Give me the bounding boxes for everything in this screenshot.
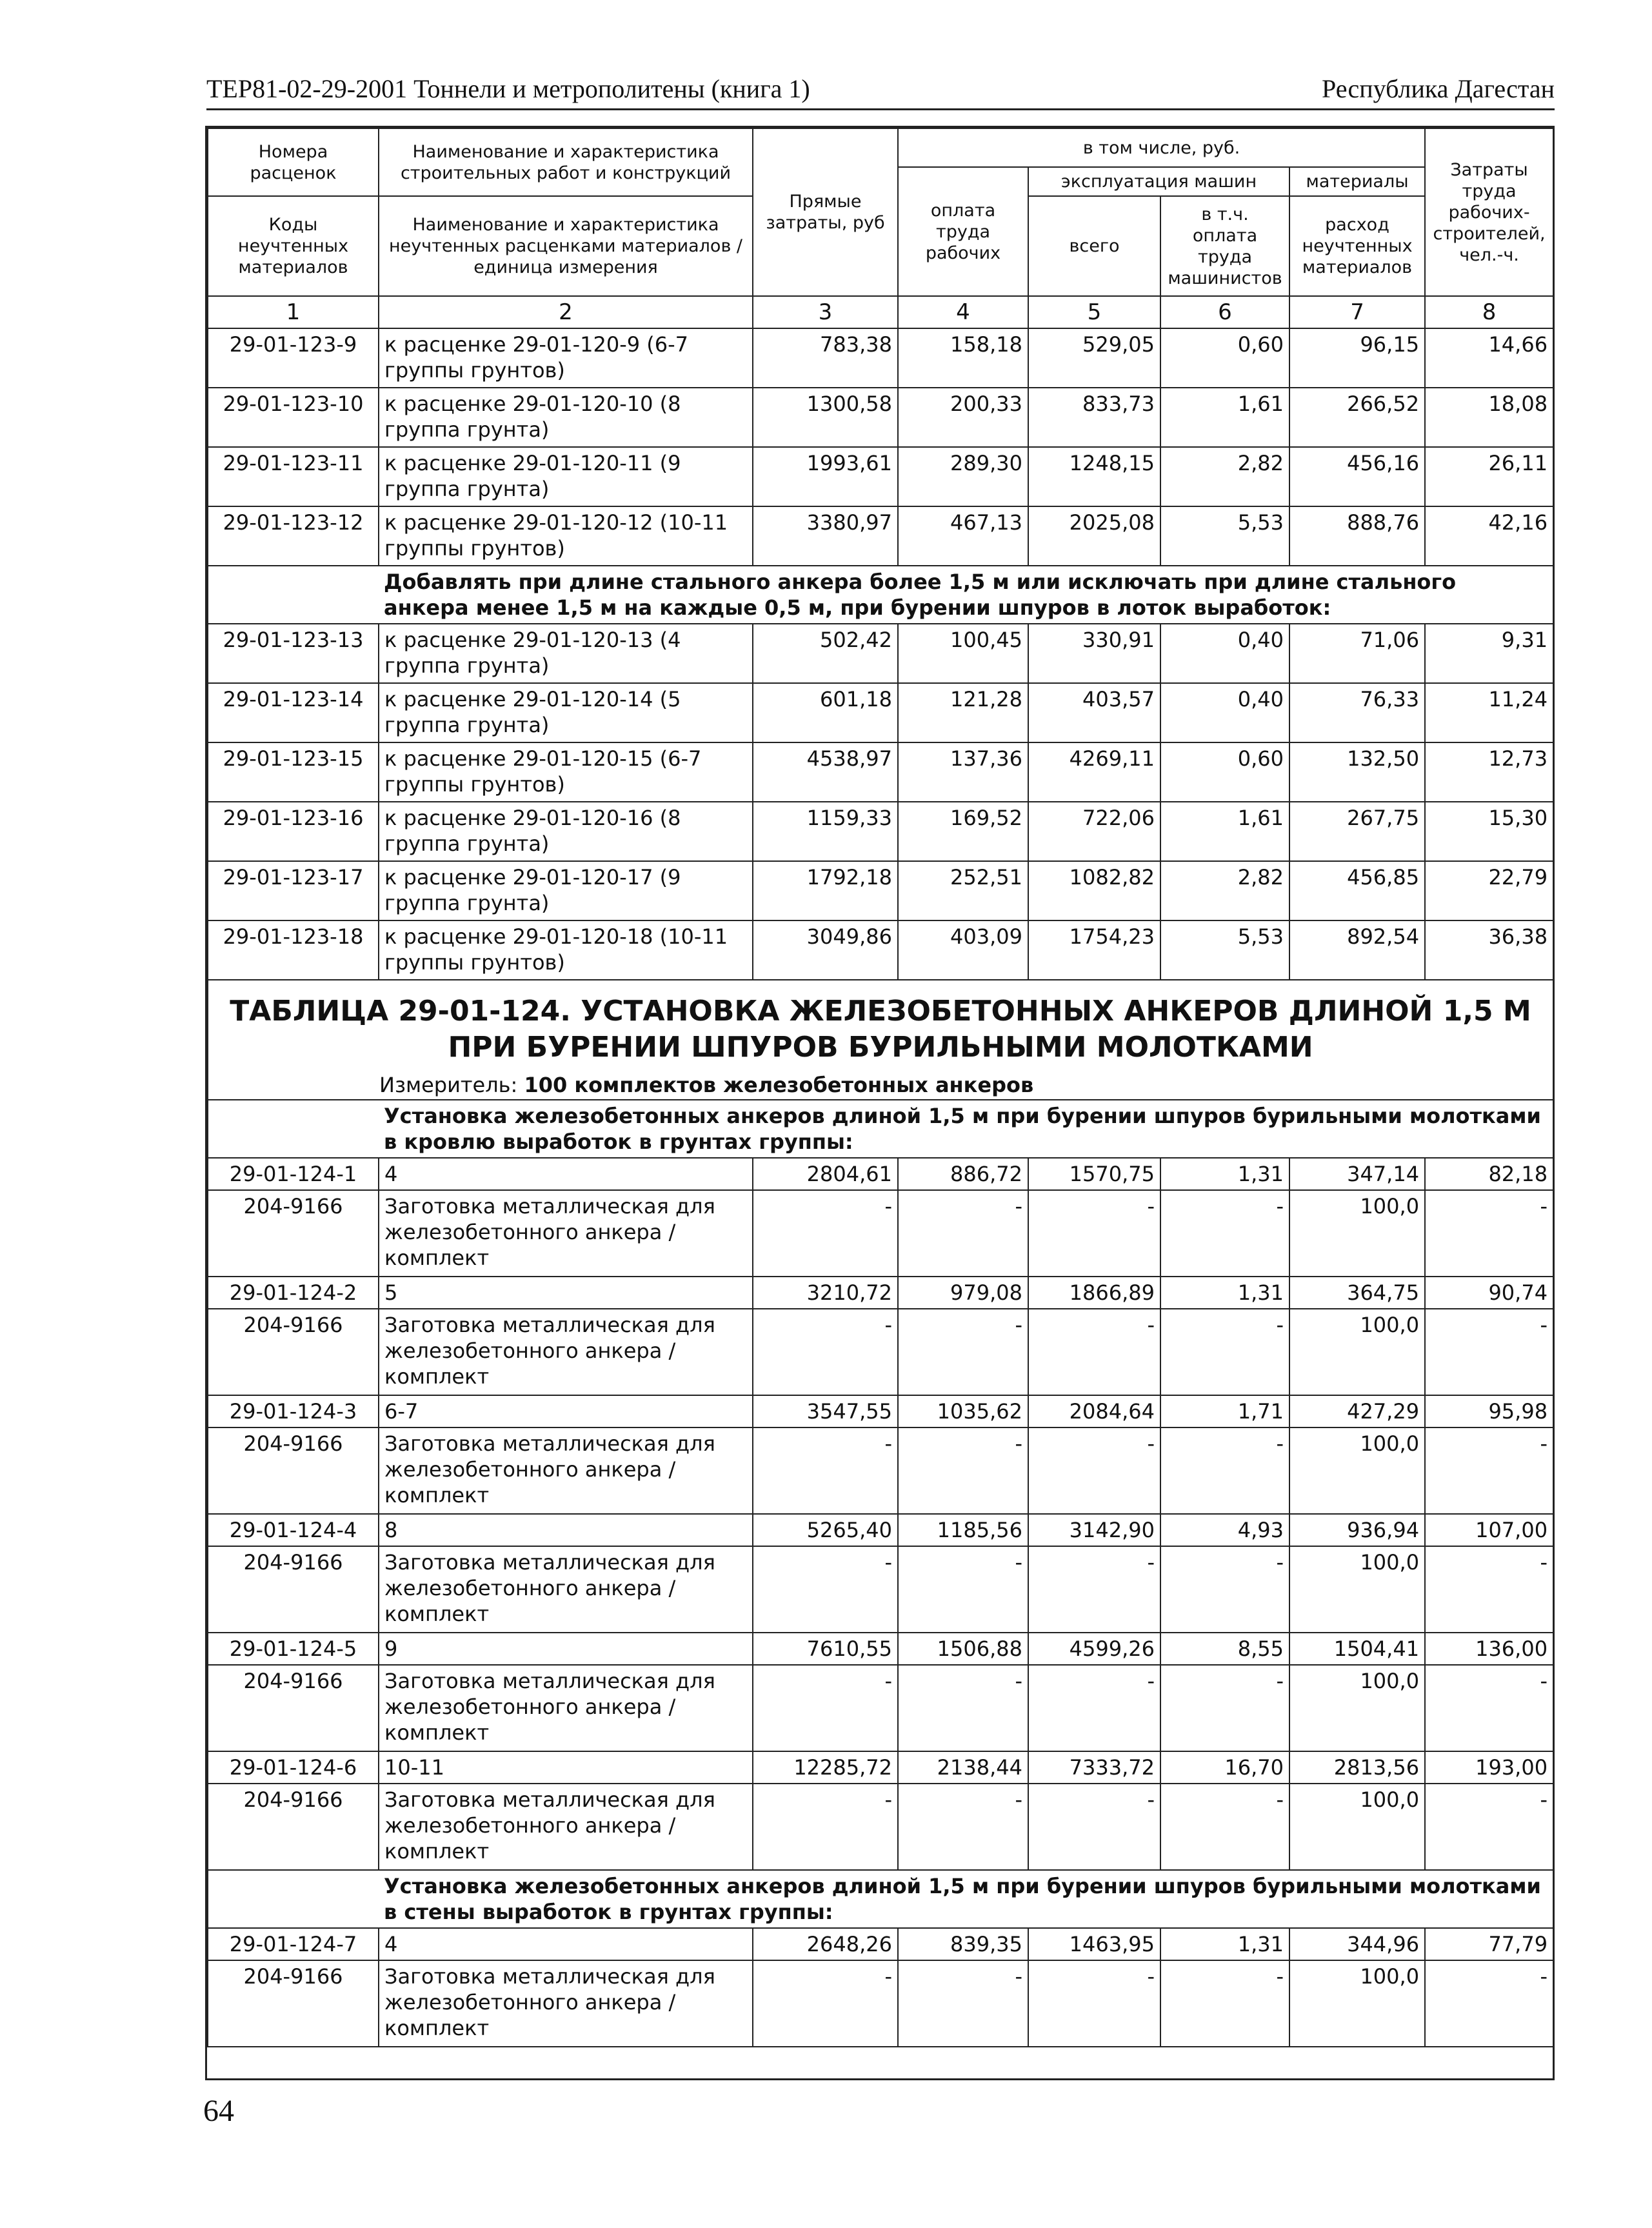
value-c3: 3380,97 <box>753 506 898 566</box>
table-row <box>208 920 1553 980</box>
material-consumption: 100,0 <box>1289 1309 1425 1395</box>
value-dash: - <box>753 1427 898 1514</box>
value-dash: - <box>898 1665 1028 1751</box>
rate-name: 9 <box>379 1633 753 1665</box>
value-c4: 100,45 <box>898 624 1028 683</box>
value-c3: 1792,18 <box>753 861 898 920</box>
header-rashod: расход неучтенных материалов <box>1289 196 1425 296</box>
material-code: 204-9166 <box>208 1960 379 2047</box>
material-row <box>208 1665 1553 1751</box>
value-c5: 7333,72 <box>1028 1751 1160 1784</box>
value-c5: 529,05 <box>1028 328 1160 388</box>
table-row <box>208 683 1553 742</box>
value-c3: 3210,72 <box>753 1277 898 1309</box>
material-code: 204-9166 <box>208 1427 379 1514</box>
value-dash: - <box>898 1309 1028 1395</box>
column-number: 3 <box>753 296 898 328</box>
value-c6: 4,93 <box>1160 1514 1289 1546</box>
value-dash: - <box>753 1784 898 1870</box>
value-dash: - <box>1425 1427 1553 1514</box>
header-vsego: всего <box>1028 196 1160 296</box>
rate-code: 29-01-124-6 <box>208 1751 379 1784</box>
value-c8: 95,98 <box>1425 1395 1553 1427</box>
value-c6: 0,60 <box>1160 742 1289 802</box>
table-row <box>208 328 1553 388</box>
value-c3: 3547,55 <box>753 1395 898 1427</box>
value-c8: 82,18 <box>1425 1158 1553 1190</box>
value-c5: 722,06 <box>1028 802 1160 861</box>
table-row <box>208 1395 1553 1427</box>
value-c5: 2025,08 <box>1028 506 1160 566</box>
value-c3: 601,18 <box>753 683 898 742</box>
value-c6: 0,40 <box>1160 624 1289 683</box>
value-dash: - <box>1160 1665 1289 1751</box>
value-dash: - <box>898 1784 1028 1870</box>
rate-name: 4 <box>379 1158 753 1190</box>
value-c8: 22,79 <box>1425 861 1553 920</box>
rate-code: 29-01-123-15 <box>208 742 379 802</box>
value-c7: 2813,56 <box>1289 1751 1425 1784</box>
document-title: ТЕР81-02-29-2001 Тоннели и метрополитены (книга 1) <box>206 74 810 103</box>
value-c3: 1993,61 <box>753 447 898 506</box>
value-c6: 8,55 <box>1160 1633 1289 1665</box>
value-c6: 1,31 <box>1160 1928 1289 1960</box>
value-c4: 467,13 <box>898 506 1028 566</box>
rate-name: к расценке 29-01-120-14 (5 группа грунта) <box>379 683 753 742</box>
table-row <box>208 1751 1553 1784</box>
rate-code: 29-01-124-5 <box>208 1633 379 1665</box>
value-dash: - <box>898 1190 1028 1277</box>
meter-line <box>208 1071 1553 1099</box>
value-c6: 1,71 <box>1160 1395 1289 1427</box>
value-c8: 107,00 <box>1425 1514 1553 1546</box>
value-c8: 18,08 <box>1425 388 1553 447</box>
value-c4: 1035,62 <box>898 1395 1028 1427</box>
value-c8: 42,16 <box>1425 506 1553 566</box>
rate-code: 29-01-123-12 <box>208 506 379 566</box>
value-dash: - <box>1425 1190 1553 1277</box>
value-c4: 169,52 <box>898 802 1028 861</box>
column-number: 4 <box>898 296 1028 328</box>
header-naim-rabot: Наименование и характеристика строительных работ и конструкций <box>379 128 753 196</box>
value-dash: - <box>1160 1190 1289 1277</box>
rate-code: 29-01-123-13 <box>208 624 379 683</box>
header-vtch-oplata: в т.ч. оплата труда машинистов <box>1160 196 1289 296</box>
value-c5: 1082,82 <box>1028 861 1160 920</box>
header-ekspluataciya: эксплуатация машин <box>1028 167 1289 196</box>
rate-name: к расценке 29-01-120-16 (8 группа грунта) <box>379 802 753 861</box>
value-c8: 14,66 <box>1425 328 1553 388</box>
value-c6: 16,70 <box>1160 1751 1289 1784</box>
value-c8: 9,31 <box>1425 624 1553 683</box>
value-c8: 26,11 <box>1425 447 1553 506</box>
rate-name: к расценке 29-01-120-11 (9 группа грунта) <box>379 447 753 506</box>
value-c3: 2648,26 <box>753 1928 898 1960</box>
material-name: Заготовка металлическая для железобетонного анкера / комплект <box>379 1665 753 1751</box>
value-c7: 1504,41 <box>1289 1633 1425 1665</box>
value-c8: 15,30 <box>1425 802 1553 861</box>
material-consumption: 100,0 <box>1289 1784 1425 1870</box>
table-row <box>208 861 1553 920</box>
header-kody: Коды неучтенных материалов <box>208 196 379 296</box>
value-c6: 1,61 <box>1160 388 1289 447</box>
material-consumption: 100,0 <box>1289 1190 1425 1277</box>
value-dash: - <box>1160 1427 1289 1514</box>
value-c6: 2,82 <box>1160 861 1289 920</box>
value-c6: 0,60 <box>1160 328 1289 388</box>
value-c3: 1159,33 <box>753 802 898 861</box>
value-c4: 158,18 <box>898 328 1028 388</box>
table-row <box>208 624 1553 683</box>
value-c5: 2084,64 <box>1028 1395 1160 1427</box>
value-dash: - <box>1028 1427 1160 1514</box>
value-dash: - <box>1028 1546 1160 1633</box>
value-c7: 456,85 <box>1289 861 1425 920</box>
value-dash: - <box>1028 1665 1160 1751</box>
page-number: 64 <box>203 2094 234 2128</box>
section-row <box>208 1100 1553 1158</box>
section-spacer <box>208 1870 379 1928</box>
value-c4: 886,72 <box>898 1158 1028 1190</box>
rate-code: 29-01-123-9 <box>208 328 379 388</box>
table-row <box>208 1514 1553 1546</box>
material-name: Заготовка металлическая для железобетонного анкера / комплект <box>379 1190 753 1277</box>
value-c7: 267,75 <box>1289 802 1425 861</box>
rate-name: к расценке 29-01-120-13 (4 группа грунта) <box>379 624 753 683</box>
value-dash: - <box>1425 1665 1553 1751</box>
material-name: Заготовка металлическая для железобетонного анкера / комплект <box>379 1427 753 1514</box>
value-c5: 330,91 <box>1028 624 1160 683</box>
value-dash: - <box>753 1546 898 1633</box>
rate-name: к расценке 29-01-120-18 (10-11 группы грунтов) <box>379 920 753 980</box>
value-c7: 344,96 <box>1289 1928 1425 1960</box>
material-row <box>208 1546 1553 1633</box>
material-row <box>208 1427 1553 1514</box>
value-c5: 1866,89 <box>1028 1277 1160 1309</box>
section-heading: Установка железобетонных анкеров длиной 1,5 м при бурении шпуров бурильными молотками в кровлю выработок в грунтах группы: <box>379 1100 1553 1158</box>
value-c6: 5,53 <box>1160 920 1289 980</box>
value-c4: 839,35 <box>898 1928 1028 1960</box>
value-c8: 11,24 <box>1425 683 1553 742</box>
value-dash: - <box>753 1665 898 1751</box>
value-dash: - <box>753 1309 898 1395</box>
value-c7: 364,75 <box>1289 1277 1425 1309</box>
rate-name: 10-11 <box>379 1751 753 1784</box>
value-c8: 193,00 <box>1425 1751 1553 1784</box>
rate-code: 29-01-123-18 <box>208 920 379 980</box>
table-row <box>208 1633 1553 1665</box>
rate-name: к расценке 29-01-120-15 (6-7 группы грунтов) <box>379 742 753 802</box>
value-c4: 252,51 <box>898 861 1028 920</box>
material-code: 204-9166 <box>208 1190 379 1277</box>
value-c7: 456,16 <box>1289 447 1425 506</box>
rate-code: 29-01-123-14 <box>208 683 379 742</box>
value-c4: 979,08 <box>898 1277 1028 1309</box>
table-title-cell <box>208 980 1553 1100</box>
value-c3: 12285,72 <box>753 1751 898 1784</box>
value-c6: 2,82 <box>1160 447 1289 506</box>
material-consumption: 100,0 <box>1289 1427 1425 1514</box>
value-c5: 1754,23 <box>1028 920 1160 980</box>
value-c6: 0,40 <box>1160 683 1289 742</box>
value-c3: 783,38 <box>753 328 898 388</box>
rates-table-frame <box>205 126 1555 2080</box>
material-row <box>208 1309 1553 1395</box>
value-dash: - <box>1425 1784 1553 1870</box>
value-c5: 3142,90 <box>1028 1514 1160 1546</box>
value-c5: 833,73 <box>1028 388 1160 447</box>
value-c4: 1506,88 <box>898 1633 1028 1665</box>
value-dash: - <box>1160 1546 1289 1633</box>
material-consumption: 100,0 <box>1289 1960 1425 2047</box>
rate-code: 29-01-123-11 <box>208 447 379 506</box>
value-c4: 121,28 <box>898 683 1028 742</box>
header-v-tom-chisle: в том числе, руб. <box>898 128 1425 167</box>
header-pryamye-zatraty: Прямые затраты, руб <box>753 128 898 296</box>
material-code: 204-9166 <box>208 1546 379 1633</box>
column-number: 6 <box>1160 296 1289 328</box>
rates-table <box>207 128 1554 2047</box>
column-number: 8 <box>1425 296 1553 328</box>
value-c7: 266,52 <box>1289 388 1425 447</box>
value-dash: - <box>898 1546 1028 1633</box>
rate-code: 29-01-123-16 <box>208 802 379 861</box>
value-dash: - <box>1028 1190 1160 1277</box>
section-heading: Установка железобетонных анкеров длиной 1,5 м при бурении шпуров бурильными молотками в стены выработок в грунтах группы: <box>379 1870 1553 1928</box>
header-rascenki: Номера расценок <box>208 128 379 196</box>
rate-name: к расценке 29-01-120-17 (9 группа грунта) <box>379 861 753 920</box>
rate-code: 29-01-124-7 <box>208 1928 379 1960</box>
value-c4: 1185,56 <box>898 1514 1028 1546</box>
value-c8: 36,38 <box>1425 920 1553 980</box>
value-c3: 502,42 <box>753 624 898 683</box>
section-row <box>208 566 1553 624</box>
header-naim-materialov: Наименование и характеристика неучтенных расценками материалов / единица измерения <box>379 196 753 296</box>
value-c5: 403,57 <box>1028 683 1160 742</box>
value-c5: 1463,95 <box>1028 1928 1160 1960</box>
section-row <box>208 1870 1553 1928</box>
material-row <box>208 1784 1553 1870</box>
table-row <box>208 506 1553 566</box>
table-row <box>208 1928 1553 1960</box>
material-code: 204-9166 <box>208 1665 379 1751</box>
value-c6: 1,31 <box>1160 1158 1289 1190</box>
value-c6: 5,53 <box>1160 506 1289 566</box>
column-number: 5 <box>1028 296 1160 328</box>
column-number: 2 <box>379 296 753 328</box>
value-dash: - <box>1425 1960 1553 2047</box>
rate-name: 4 <box>379 1928 753 1960</box>
value-c3: 7610,55 <box>753 1633 898 1665</box>
value-c6: 1,61 <box>1160 802 1289 861</box>
material-code: 204-9166 <box>208 1309 379 1395</box>
table-row <box>208 802 1553 861</box>
value-dash: - <box>753 1190 898 1277</box>
material-consumption: 100,0 <box>1289 1665 1425 1751</box>
table-title-row <box>208 980 1553 1100</box>
value-c3: 1300,58 <box>753 388 898 447</box>
rate-name: к расценке 29-01-120-10 (8 группа грунта) <box>379 388 753 447</box>
value-c5: 4599,26 <box>1028 1633 1160 1665</box>
header-oplata-truda: оплата труда рабочих <box>898 167 1028 296</box>
value-c4: 200,33 <box>898 388 1028 447</box>
header-zatraty-truda: Затраты труда рабочих-строителей, чел.-ч. <box>1425 128 1553 296</box>
material-name: Заготовка металлическая для железобетонного анкера / комплект <box>379 1309 753 1395</box>
column-number: 7 <box>1289 296 1425 328</box>
value-dash: - <box>898 1427 1028 1514</box>
rate-code: 29-01-123-17 <box>208 861 379 920</box>
rate-name: к расценке 29-01-120-9 (6-7 группы грунтов) <box>379 328 753 388</box>
material-consumption: 100,0 <box>1289 1546 1425 1633</box>
value-c8: 12,73 <box>1425 742 1553 802</box>
value-dash: - <box>1028 1309 1160 1395</box>
rate-name: 5 <box>379 1277 753 1309</box>
value-c5: 1570,75 <box>1028 1158 1160 1190</box>
value-c3: 4538,97 <box>753 742 898 802</box>
value-dash: - <box>1425 1309 1553 1395</box>
table-row <box>208 388 1553 447</box>
meter-value: 100 комплектов железобетонных анкеров <box>524 1073 1034 1097</box>
rate-name: 6-7 <box>379 1395 753 1427</box>
value-dash: - <box>1160 1960 1289 2047</box>
rate-code: 29-01-124-2 <box>208 1277 379 1309</box>
value-c7: 71,06 <box>1289 624 1425 683</box>
section-spacer <box>208 566 379 624</box>
value-c6: 1,31 <box>1160 1277 1289 1309</box>
value-c7: 427,29 <box>1289 1395 1425 1427</box>
value-c4: 289,30 <box>898 447 1028 506</box>
value-c4: 137,36 <box>898 742 1028 802</box>
value-c4: 2138,44 <box>898 1751 1028 1784</box>
material-name: Заготовка металлическая для железобетонного анкера / комплект <box>379 1784 753 1870</box>
value-c3: 3049,86 <box>753 920 898 980</box>
material-name: Заготовка металлическая для железобетонного анкера / комплект <box>379 1960 753 2047</box>
value-c5: 4269,11 <box>1028 742 1160 802</box>
rate-code: 29-01-123-10 <box>208 388 379 447</box>
table-row <box>208 1158 1553 1190</box>
material-code: 204-9166 <box>208 1784 379 1870</box>
section-spacer <box>208 1100 379 1158</box>
value-c8: 136,00 <box>1425 1633 1553 1665</box>
rate-name: 8 <box>379 1514 753 1546</box>
rate-code: 29-01-124-3 <box>208 1395 379 1427</box>
value-dash: - <box>1028 1784 1160 1870</box>
value-c7: 96,15 <box>1289 328 1425 388</box>
value-c4: 403,09 <box>898 920 1028 980</box>
material-row <box>208 1960 1553 2047</box>
rate-code: 29-01-124-1 <box>208 1158 379 1190</box>
material-name: Заготовка металлическая для железобетонного анкера / комплект <box>379 1546 753 1633</box>
value-c8: 77,79 <box>1425 1928 1553 1960</box>
value-c7: 888,76 <box>1289 506 1425 566</box>
section-heading: Добавлять при длине стального анкера более 1,5 м или исключать при длине стального анкера менее 1,5 м на каждые 0,5 м, при бурении шпуров в лоток выработок: <box>379 566 1553 624</box>
table-124-title: ТАБЛИЦА 29-01-124. УСТАНОВКА ЖЕЛЕЗОБЕТОННЫХ АНКЕРОВ ДЛИНОЙ 1,5 М ПРИ БУРЕНИИ ШПУРОВ БУРИЛЬНЫМИ МОЛОТКАМИ <box>230 995 1531 1064</box>
header-materialy: материалы <box>1289 167 1425 196</box>
value-c7: 347,14 <box>1289 1158 1425 1190</box>
value-c3: 2804,61 <box>753 1158 898 1190</box>
value-dash: - <box>898 1960 1028 2047</box>
material-row <box>208 1190 1553 1277</box>
value-c5: 1248,15 <box>1028 447 1160 506</box>
meter-label: Измеритель: <box>379 1073 518 1097</box>
value-c8: 90,74 <box>1425 1277 1553 1309</box>
rate-name: к расценке 29-01-120-12 (10-11 группы грунтов) <box>379 506 753 566</box>
value-dash: - <box>1160 1784 1289 1870</box>
value-c7: 76,33 <box>1289 683 1425 742</box>
table-row <box>208 1277 1553 1309</box>
value-c7: 892,54 <box>1289 920 1425 980</box>
page-header <box>206 70 1555 110</box>
value-c7: 132,50 <box>1289 742 1425 802</box>
value-dash: - <box>1160 1309 1289 1395</box>
region-name: Республика Дагестан <box>1322 74 1555 103</box>
table-row <box>208 742 1553 802</box>
value-dash: - <box>1425 1546 1553 1633</box>
value-c7: 936,94 <box>1289 1514 1425 1546</box>
value-c3: 5265,40 <box>753 1514 898 1546</box>
column-number: 1 <box>208 296 379 328</box>
table-row <box>208 447 1553 506</box>
rate-code: 29-01-124-4 <box>208 1514 379 1546</box>
value-dash: - <box>1028 1960 1160 2047</box>
value-dash: - <box>753 1960 898 2047</box>
